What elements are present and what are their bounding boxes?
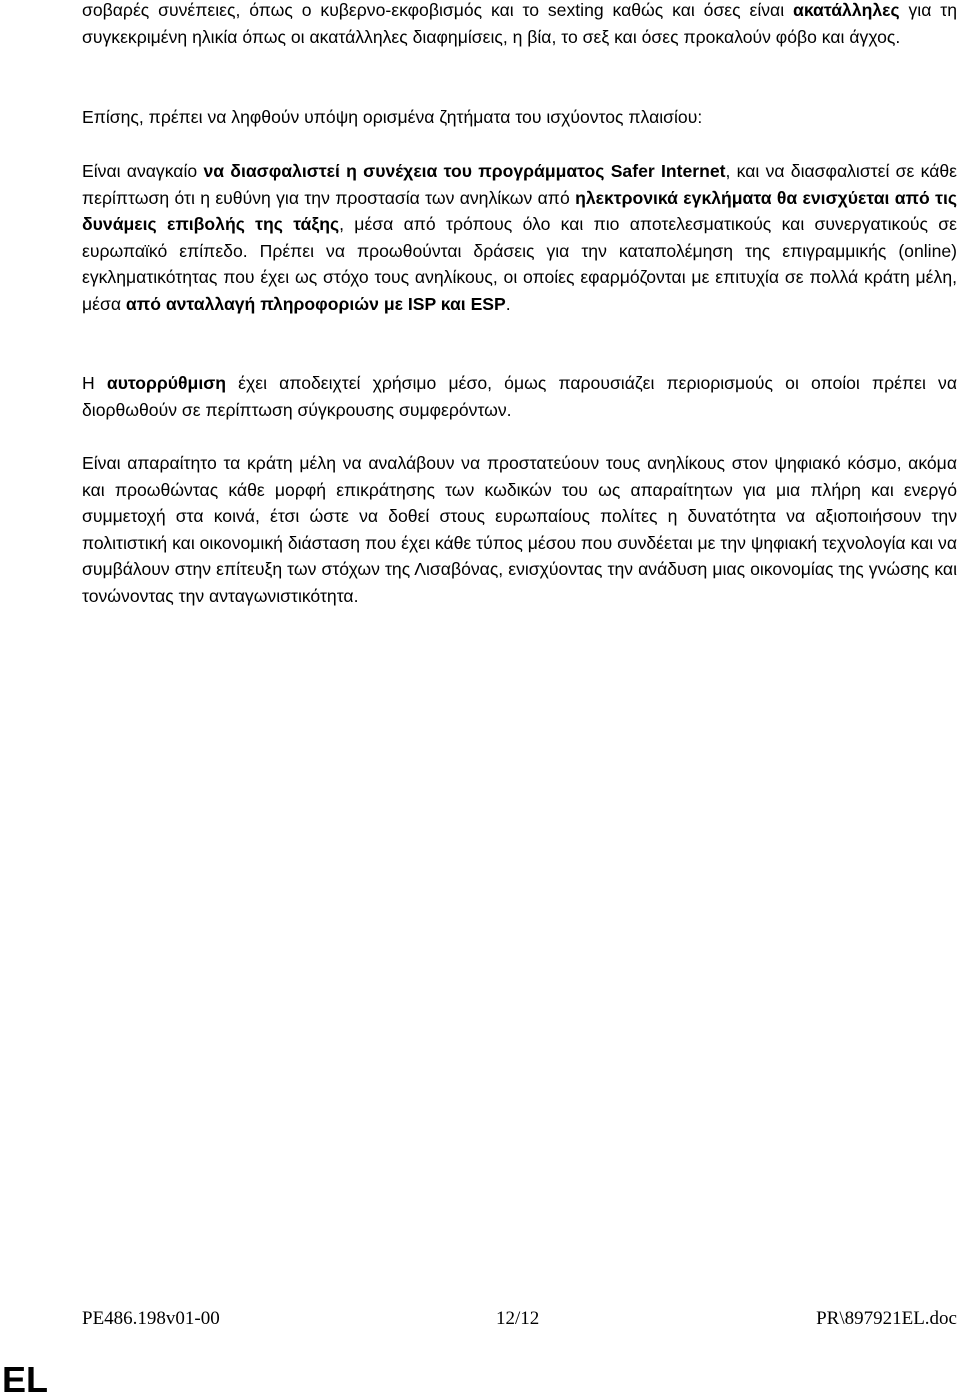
- paragraph-5: [82, 450, 957, 610]
- paragraph-3: [82, 158, 957, 318]
- text-run: Η: [82, 373, 107, 393]
- document-reference: PE486.198v01-00: [82, 1308, 220, 1329]
- bold-text-run: αυτορρύθμιση: [106, 373, 226, 393]
- text-run: Είναι απαραίτητο τα κράτη μέλη να αναλάβουν να προστατεύουν τους ανηλίκους στον ψηφιακό κόσμο, ακόμα και προωθώντας κάθε μορφή επικράτησης των κωδικών του ως απαραίτητων για μια πλήρη και ενεργό συμμετοχή στα κοινά, έτσι ώστε να δοθεί στους ευρωπαίους πολίτες η δυνατότητα να αξιοποιήσουν την πολιτιστική και οικονομική διάσταση που έχει κάθε τύπος μέσου που συνδέεται με την ψηφιακή τεχνολογία και να συμβάλουν στην επίτευξη των στόχων της Λισαβόνας, ενισχύοντας την ανάδυση μιας οικονομίας της γνώσης και τονώνοντας την ανταγωνιστικότητα.: [82, 453, 957, 606]
- text-run: Είναι αναγκαίο: [82, 161, 204, 181]
- paragraph-4: [82, 370, 957, 423]
- bold-text-run: ηλεκτρονικά εγκλήματα θα ενισχύεται από τις δυνάμεις επιβολής της τάξης: [82, 187, 957, 235]
- language-tag: EL: [2, 1359, 49, 1400]
- text-run: έχει αποδειχτεί χρήσιμο μέσο, όμως παρουσιάζει περιορισμούς οι οποίοι πρέπει να διορθωθούν σε περίπτωση σύγκρουσης συμφερόντων.: [82, 373, 958, 420]
- paragraph-1: [82, 0, 957, 50]
- text-run: , μέσα από τρόπους όλο και πιο αποτελεσματικούς και συνεργατικούς σε ευρωπαϊκό επίπεδο. Πρέπει να προωθούνται δράσεις για την καταπολέμηση της επιγραμμικής (online) εγκληματικότητας που έχει ως στόχο τους ανηλίκους, οι οποίες εφαρμόζονται με επιτυχία σε πολλά κράτη μέλη, μέσα: [82, 214, 957, 314]
- bold-text-run: ακατάλληλες: [793, 0, 900, 20]
- bold-text-run: από ανταλλαγή πληροφοριών με ISP και ESP: [125, 293, 506, 314]
- file-reference: PR\897921EL.doc: [816, 1308, 957, 1329]
- text-run: σοβαρές συνέπειες, όπως ο κυβερνο-εκφοβισμός και το sexting καθώς και όσες είναι: [82, 0, 793, 20]
- paragraph-2: [82, 104, 957, 131]
- text-run: .: [505, 293, 511, 314]
- text-run: για τη συγκεκριμένη ηλικία όπως οι ακατάλληλες διαφημίσεις, η βία, το σεξ και όσες προκαλούν φόβο και άγχος.: [82, 0, 957, 47]
- text-run: Επίσης, πρέπει να ληφθούν υπόψη ορισμένα ζητήματα του ισχύοντος πλαισίου:: [82, 107, 703, 127]
- page-footer: [82, 1306, 957, 1332]
- text-run: , και να διασφαλιστεί σε κάθε περίπτωση ότι η ευθύνη για την προστασία των ανηλίκων από: [82, 161, 958, 208]
- page-number: 12/12: [496, 1308, 540, 1329]
- bold-text-run: να διασφαλιστεί η συνέχεια του προγράμματος Safer Internet: [203, 161, 726, 181]
